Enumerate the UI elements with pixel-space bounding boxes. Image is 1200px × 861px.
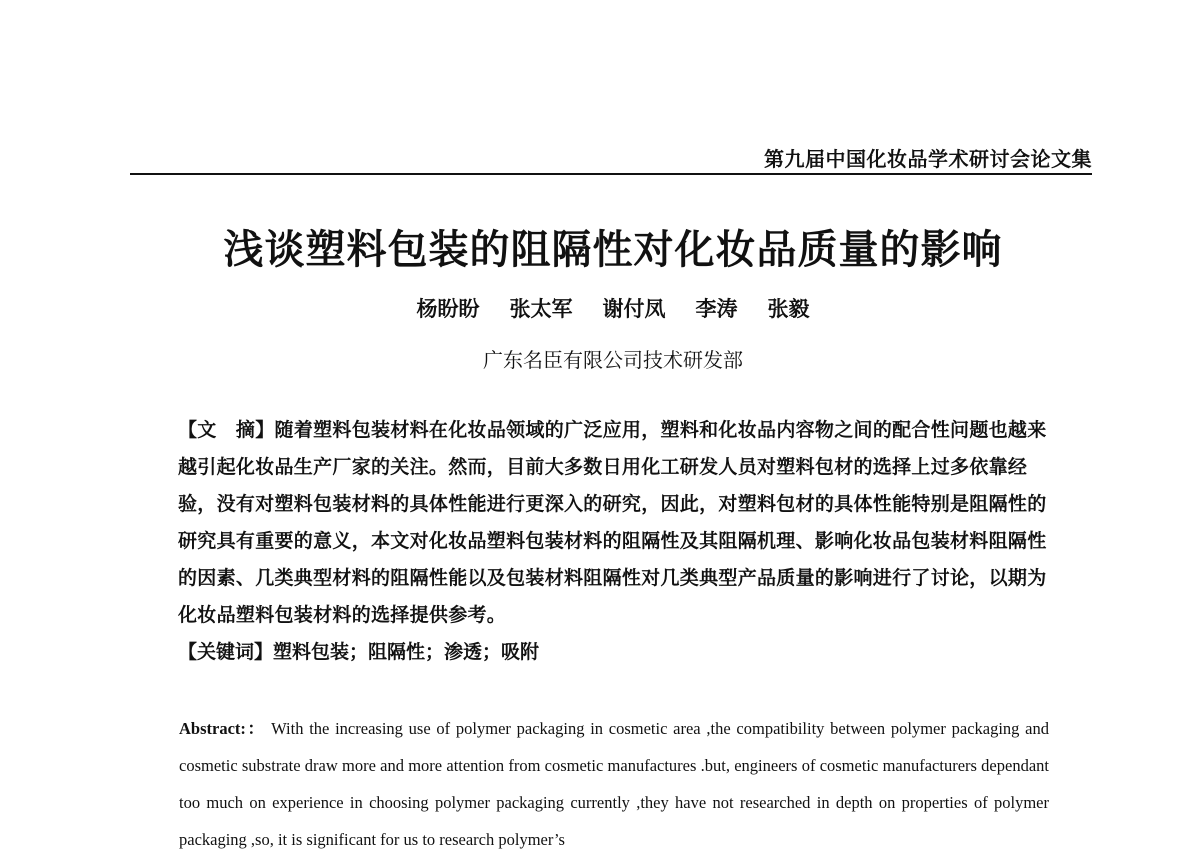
paper-title: 浅谈塑料包装的阻隔性对化妆品质量的影响: [223, 227, 1003, 273]
abstract-en: [179, 710, 1049, 858]
author-name: 谢付凤: [602, 296, 666, 321]
author-name: 张毅: [767, 296, 810, 321]
author-name: 张太军: [509, 296, 573, 321]
keywords-cn-label: 【关键词】: [178, 641, 274, 663]
keywords-cn-text: 塑料包装；阻隔性；渗透；吸附: [273, 641, 540, 663]
abstract-cn: [178, 412, 1050, 634]
keywords-cn: [178, 637, 1050, 664]
author-name: 杨盼盼: [416, 296, 480, 321]
affiliation: 广东名臣有限公司技术研发部: [483, 348, 743, 372]
author-list: [0, 293, 1200, 323]
abstract-cn-text: 随着塑料包装材料在化妆品领域的广泛应用，塑料和化妆品内容物之间的配合性问题也越来越引起化妆品生产厂家的关注。然而，目前大多数日用化工研发人员对塑料包材的选择上过多依靠经验，没有对塑料包装材料的具体性能进行更深入的研究，因此，对塑料包材的具体性能特别是阻隔性的研究具有重要的意义，本文对化妆品塑料包装材料的阻隔性及其阻隔机理、影响化妆品包装材料阻隔性的因素、几类典型材料的阻隔性能以及包装材料阻隔性对几类典型产品质量的影响进行了讨论，以期为化妆品塑料包装材料的选择提供参考。: [178, 419, 1047, 626]
abstract-en-label: Abstract:：: [179, 719, 266, 738]
author-name: 李涛: [695, 296, 738, 321]
header-rule: [130, 173, 1092, 175]
abstract-en-text: With the increasing use of polymer packaging in cosmetic area ,the compatibility between polymer packaging and cosmetic substrate draw more and more attention from cosmetic manufactures .but, engineers of cosmetic manufacturers dependant too much on experience in choosing polymer packaging currently ,they have not researched in depth on properties of polymer packaging ,so, it is significant for us to research polymer’s: [179, 719, 1049, 849]
running-header: 第九届中国化妆品学术研讨会论文集: [764, 147, 1092, 171]
abstract-cn-label: 【文 摘】: [178, 419, 275, 441]
